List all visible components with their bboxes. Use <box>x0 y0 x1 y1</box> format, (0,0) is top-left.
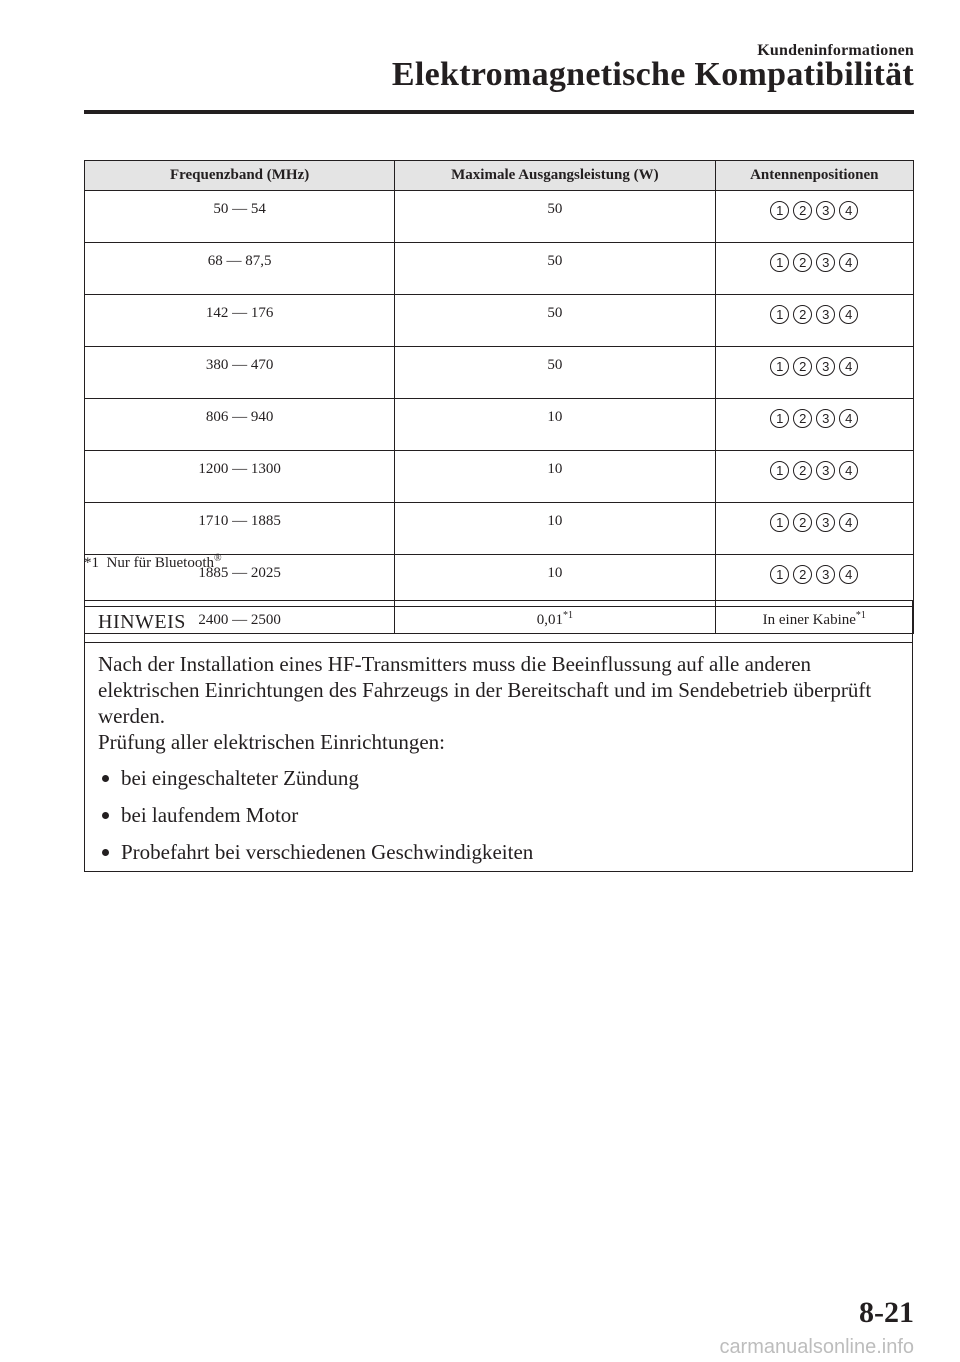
position-1-icon: 1 <box>770 305 789 324</box>
position-1-icon: 1 <box>770 565 789 584</box>
table-header-row <box>85 161 914 191</box>
position-1-icon: 1 <box>770 513 789 532</box>
power-cell: 50 <box>395 191 715 243</box>
footnote <box>84 555 222 572</box>
position-1-icon: 1 <box>770 201 789 220</box>
positions-cell <box>715 191 913 243</box>
antenna-positions <box>768 357 860 376</box>
position-4-icon: 4 <box>839 461 858 480</box>
note-intro: Prüfung aller elektrischen Einrichtungen: <box>98 730 445 754</box>
positions-cell <box>715 451 913 503</box>
position-3-icon: 3 <box>816 409 835 428</box>
position-2-icon: 2 <box>793 305 812 324</box>
position-2-icon: 2 <box>793 409 812 428</box>
position-4-icon: 4 <box>839 357 858 376</box>
frequency-cell: 1710 ― 1885 <box>85 503 395 555</box>
footnote-text: Nur für Bluetooth <box>106 555 214 571</box>
footnote-marker: *1 <box>84 555 99 571</box>
list-item-text: bei eingeschalteter Zündung <box>121 766 359 790</box>
column-header-frequency: Frequenzband (MHz) <box>85 161 395 191</box>
table-row <box>85 347 914 399</box>
positions-cell <box>715 347 913 399</box>
position-2-icon: 2 <box>793 357 812 376</box>
watermark: carmanualsonline.info <box>719 1336 914 1358</box>
power-value: 0,01 <box>536 611 564 628</box>
table-row <box>85 503 914 555</box>
position-4-icon: 4 <box>839 409 858 428</box>
power-cell: 50 <box>395 347 715 399</box>
position-2-icon: 2 <box>793 565 812 584</box>
position-2-icon: 2 <box>793 253 812 272</box>
power-cell: 50 <box>395 243 715 295</box>
power-cell: 10 <box>395 503 715 555</box>
position-3-icon: 3 <box>816 513 835 532</box>
position-4-icon: 4 <box>839 513 858 532</box>
power-cell: 10 <box>395 399 715 451</box>
positions-cell <box>715 243 913 295</box>
antenna-positions <box>768 461 860 480</box>
position-3-icon: 3 <box>816 461 835 480</box>
position-2-icon: 2 <box>793 201 812 220</box>
table-row <box>85 191 914 243</box>
frequency-cell: 806 ― 940 <box>85 399 395 451</box>
position-1-icon: 1 <box>770 409 789 428</box>
antenna-positions <box>768 409 860 428</box>
position-4-icon: 4 <box>839 253 858 272</box>
note-title: HINWEIS <box>85 601 912 643</box>
registered-symbol: ® <box>213 553 222 564</box>
antenna-positions <box>768 513 860 532</box>
column-header-positions: Antennenpositionen <box>715 161 913 191</box>
frequency-cell: 2400 ― 2500 <box>85 607 395 634</box>
power-cell: 10 <box>395 555 715 607</box>
position-4-icon: 4 <box>839 201 858 220</box>
table-row <box>85 295 914 347</box>
position-2-icon: 2 <box>793 513 812 532</box>
footnote-marker: *1 <box>855 609 866 621</box>
bullet-icon <box>102 812 109 819</box>
power-cell: 50 <box>395 295 715 347</box>
frequency-cell: 68 ― 87,5 <box>85 243 395 295</box>
antenna-positions <box>768 305 860 324</box>
position-1-icon: 1 <box>770 461 789 480</box>
position-2-icon: 2 <box>793 461 812 480</box>
frequency-cell: 1200 ― 1300 <box>85 451 395 503</box>
position-3-icon: 3 <box>816 565 835 584</box>
list-item <box>98 765 899 791</box>
positions-cell <box>715 295 913 347</box>
frequency-cell: 1885 ― 2025 <box>85 555 395 607</box>
frequency-cell: 380 ― 470 <box>85 347 395 399</box>
position-3-icon: 3 <box>816 357 835 376</box>
cabin-position-text: In einer Kabine <box>762 611 856 628</box>
positions-cell <box>715 503 913 555</box>
frequency-cell: 142 ― 176 <box>85 295 395 347</box>
position-4-icon: 4 <box>839 305 858 324</box>
table-row <box>85 399 914 451</box>
positions-cell <box>715 555 913 607</box>
antenna-positions <box>768 253 860 272</box>
antenna-positions <box>768 201 860 220</box>
table-row <box>85 451 914 503</box>
page-number: 8-21 <box>859 1296 914 1329</box>
list-item-text: bei laufendem Motor <box>121 803 299 827</box>
position-3-icon: 3 <box>816 201 835 220</box>
position-1-icon: 1 <box>770 253 789 272</box>
position-4-icon: 4 <box>839 565 858 584</box>
position-3-icon: 3 <box>816 253 835 272</box>
list-item <box>98 802 899 828</box>
header-rule <box>84 110 914 114</box>
position-3-icon: 3 <box>816 305 835 324</box>
note-box <box>84 600 913 872</box>
position-1-icon: 1 <box>770 357 789 376</box>
frequency-cell: 50 ― 54 <box>85 191 395 243</box>
page-title: Elektromagnetische Kompatibilität <box>391 56 914 93</box>
note-body <box>85 643 912 865</box>
list-item-text: Probefahrt bei verschiedenen Geschwindigkeiten <box>121 840 534 864</box>
section-label: Kundeninformationen <box>757 42 914 59</box>
list-item <box>98 839 899 865</box>
note-list <box>98 765 899 865</box>
table-row <box>85 243 914 295</box>
bullet-icon <box>102 775 109 782</box>
footnote-marker: *1 <box>563 609 574 621</box>
bullet-icon <box>102 849 109 856</box>
column-header-power: Maximale Ausgangsleistung (W) <box>395 161 715 191</box>
note-paragraph: Nach der Installation eines HF-Transmitters muss die Beeinflussung auf alle anderen elektrischen Einrichtungen des Fahrzeugs in der Bereitschaft und im Sendebetrieb überprüft werden. <box>98 652 872 728</box>
positions-cell <box>715 399 913 451</box>
antenna-positions <box>768 565 860 584</box>
power-cell: 10 <box>395 451 715 503</box>
